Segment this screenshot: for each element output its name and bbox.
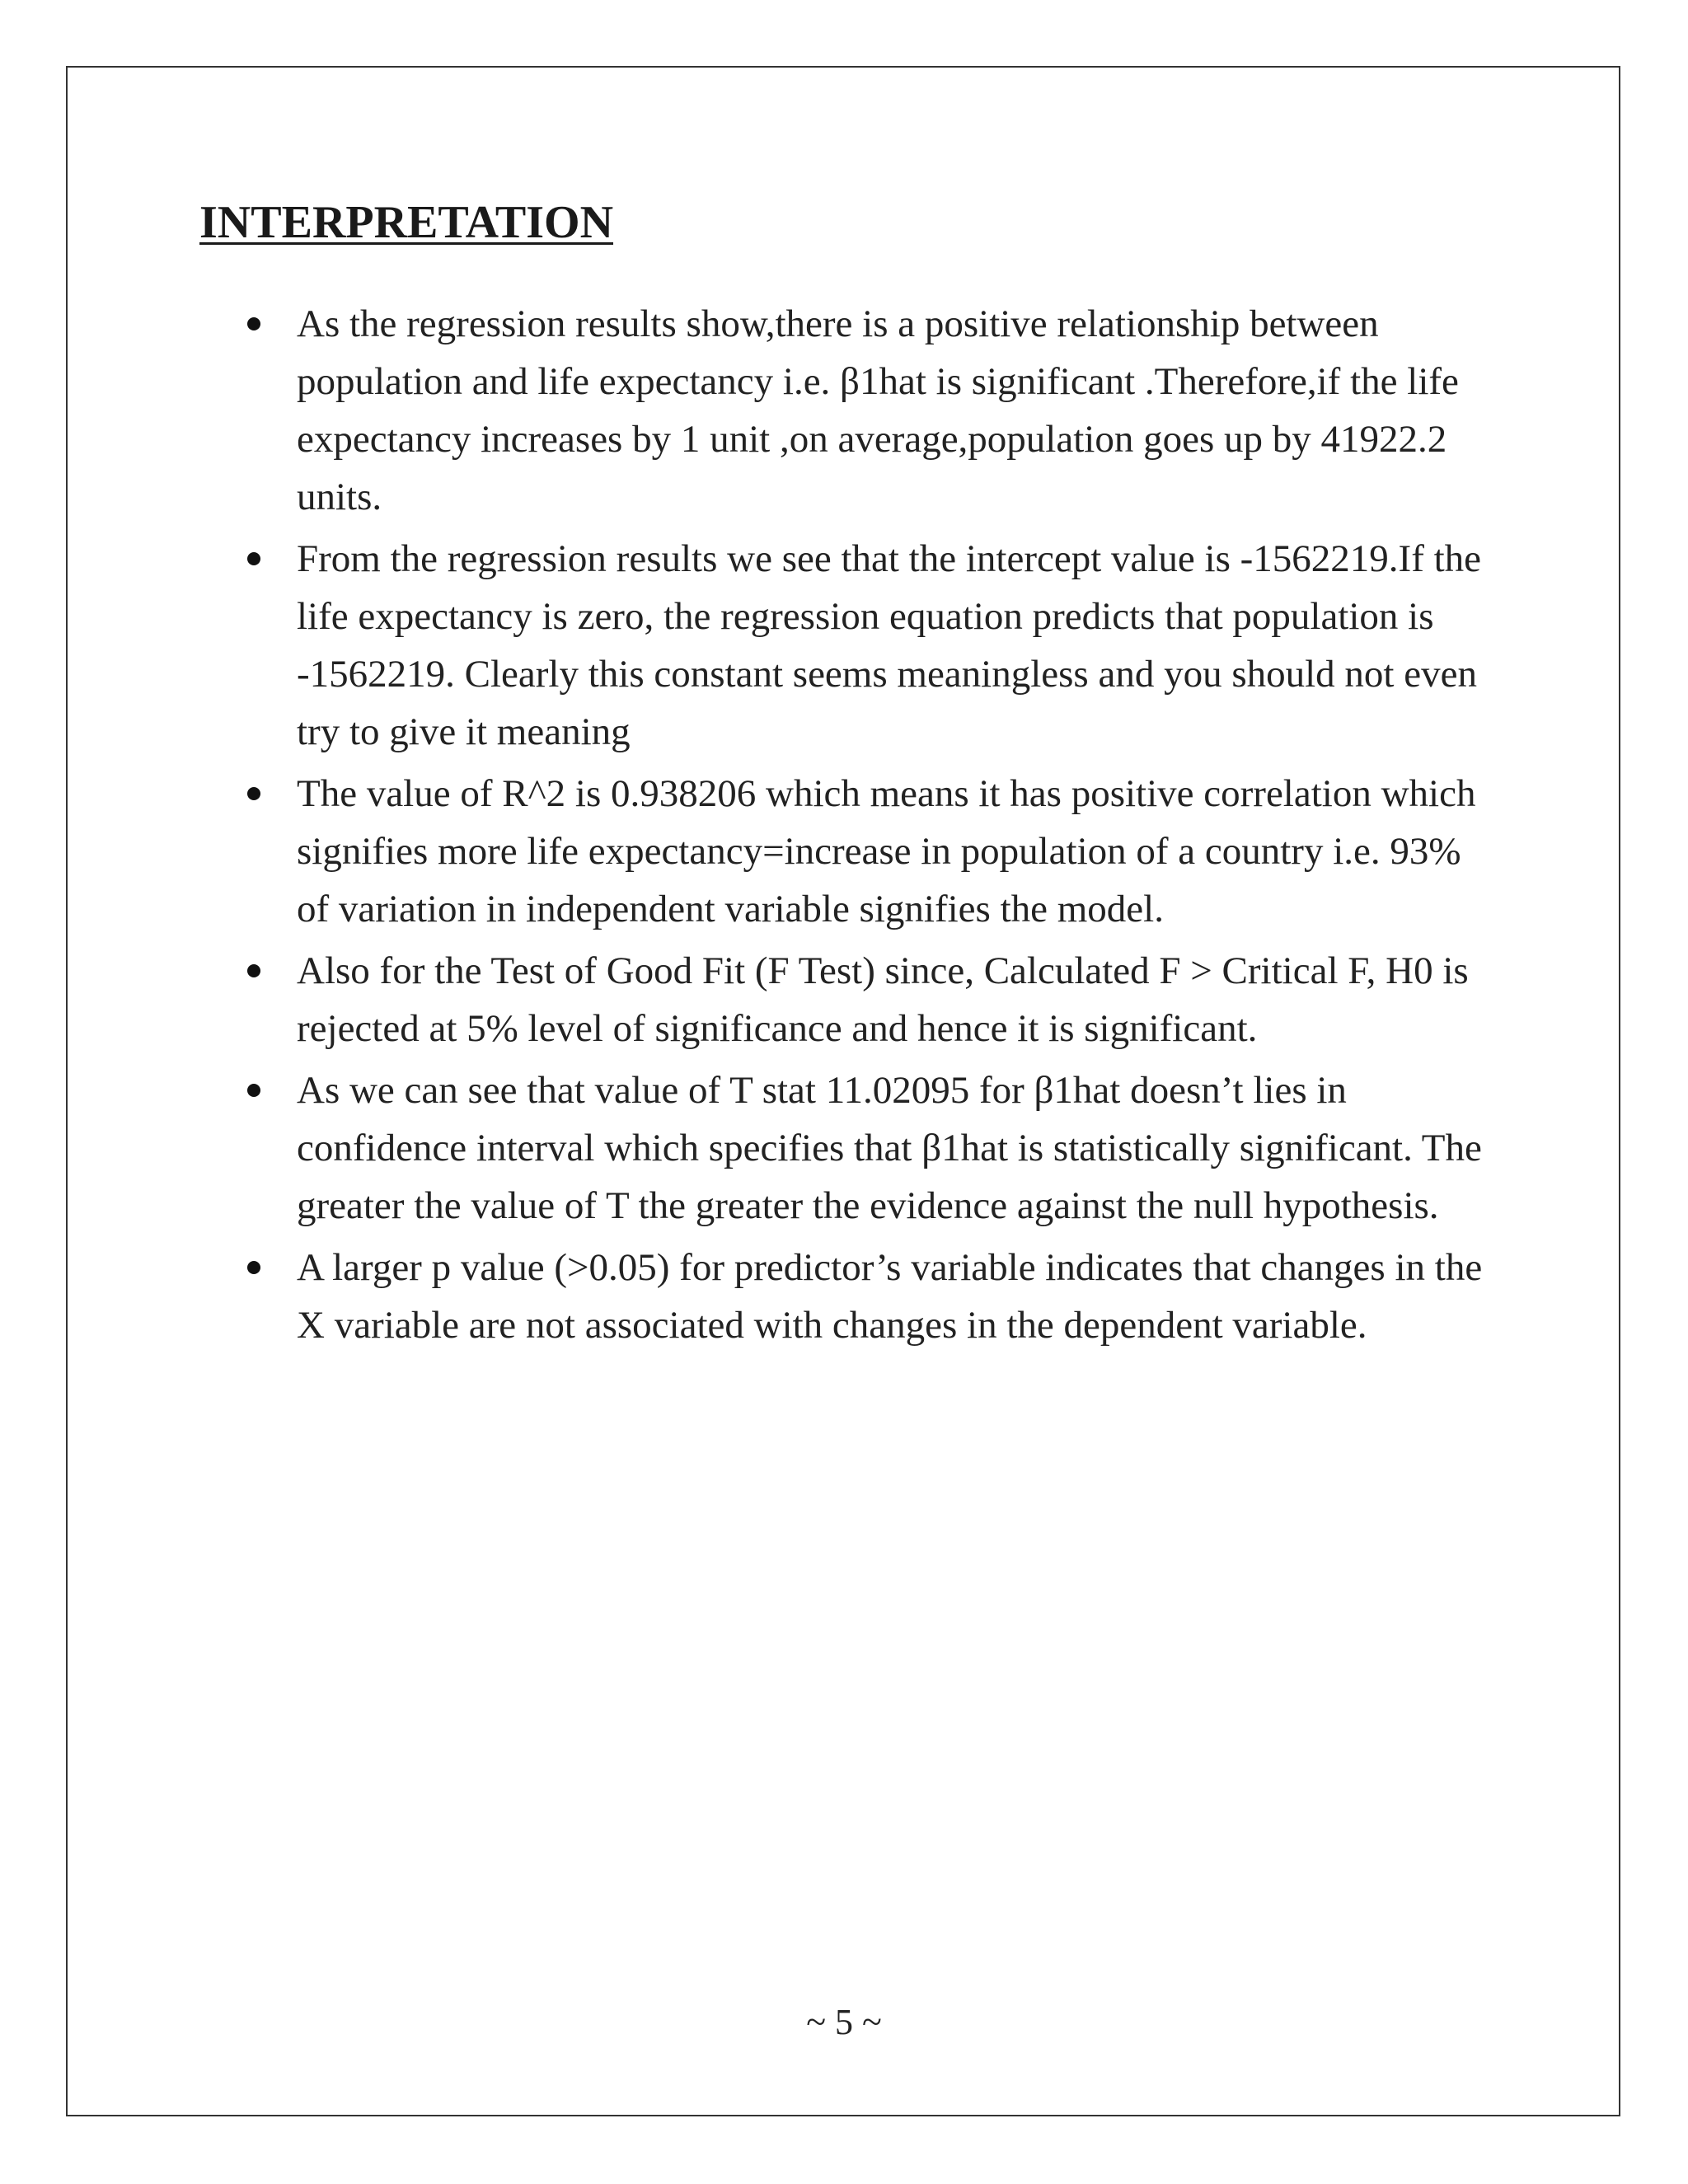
bullet-dot-icon (247, 787, 260, 800)
bullet-dot-icon (247, 1261, 260, 1274)
bullet-item (297, 942, 1492, 1057)
bullet-text: A larger p value (>0.05) for predictor’s variable indicates that changes in the X variable are not associated with changes in the dependent variable. (297, 1246, 1483, 1347)
bullet-text: From the regression results we see that the intercept value is -1562219.If the life expectancy is zero, the regression equation predicts that population is -1562219. Clearly this constant seems meaningless and you should not even try to give it meaning (297, 537, 1482, 753)
bullet-item (297, 1239, 1492, 1354)
bullet-dot-icon (247, 964, 260, 977)
bullet-list (297, 295, 1492, 1358)
bullet-dot-icon (247, 317, 260, 330)
bullet-text: The value of R^2 is 0.938206 which means it has positive correlation which signifies more life expectancy=increase in population of a country i.e. 93% of variation in independent variable signifies the model. (297, 772, 1476, 930)
bullet-item (297, 1062, 1492, 1235)
bullet-dot-icon (247, 552, 260, 565)
bullet-item (297, 765, 1492, 938)
bullet-dot-icon (247, 1084, 260, 1097)
bullet-item (297, 295, 1492, 526)
section-heading: INTERPRETATION (199, 197, 614, 248)
bullet-text: As the regression results show,there is a positive relationship between population and life expectancy i.e. β1hat is significant .Therefore,if the life expectancy increases by 1 unit ,on average,population goes up by 41922.2 units. (297, 302, 1459, 518)
page-number: ~ 5 ~ (806, 2002, 882, 2042)
bullet-item (297, 530, 1492, 761)
bullet-text: Also for the Test of Good Fit (F Test) since, Calculated F > Critical F, H0 is rejected at 5% level of significance and hence it is significant. (297, 949, 1469, 1050)
bullet-text: As we can see that value of T stat 11.02095 for β1hat doesn’t lies in confidence interval which specifies that β1hat is statistically significant. The greater the value of T the greater the evidence against the null hypothesis. (297, 1069, 1482, 1227)
